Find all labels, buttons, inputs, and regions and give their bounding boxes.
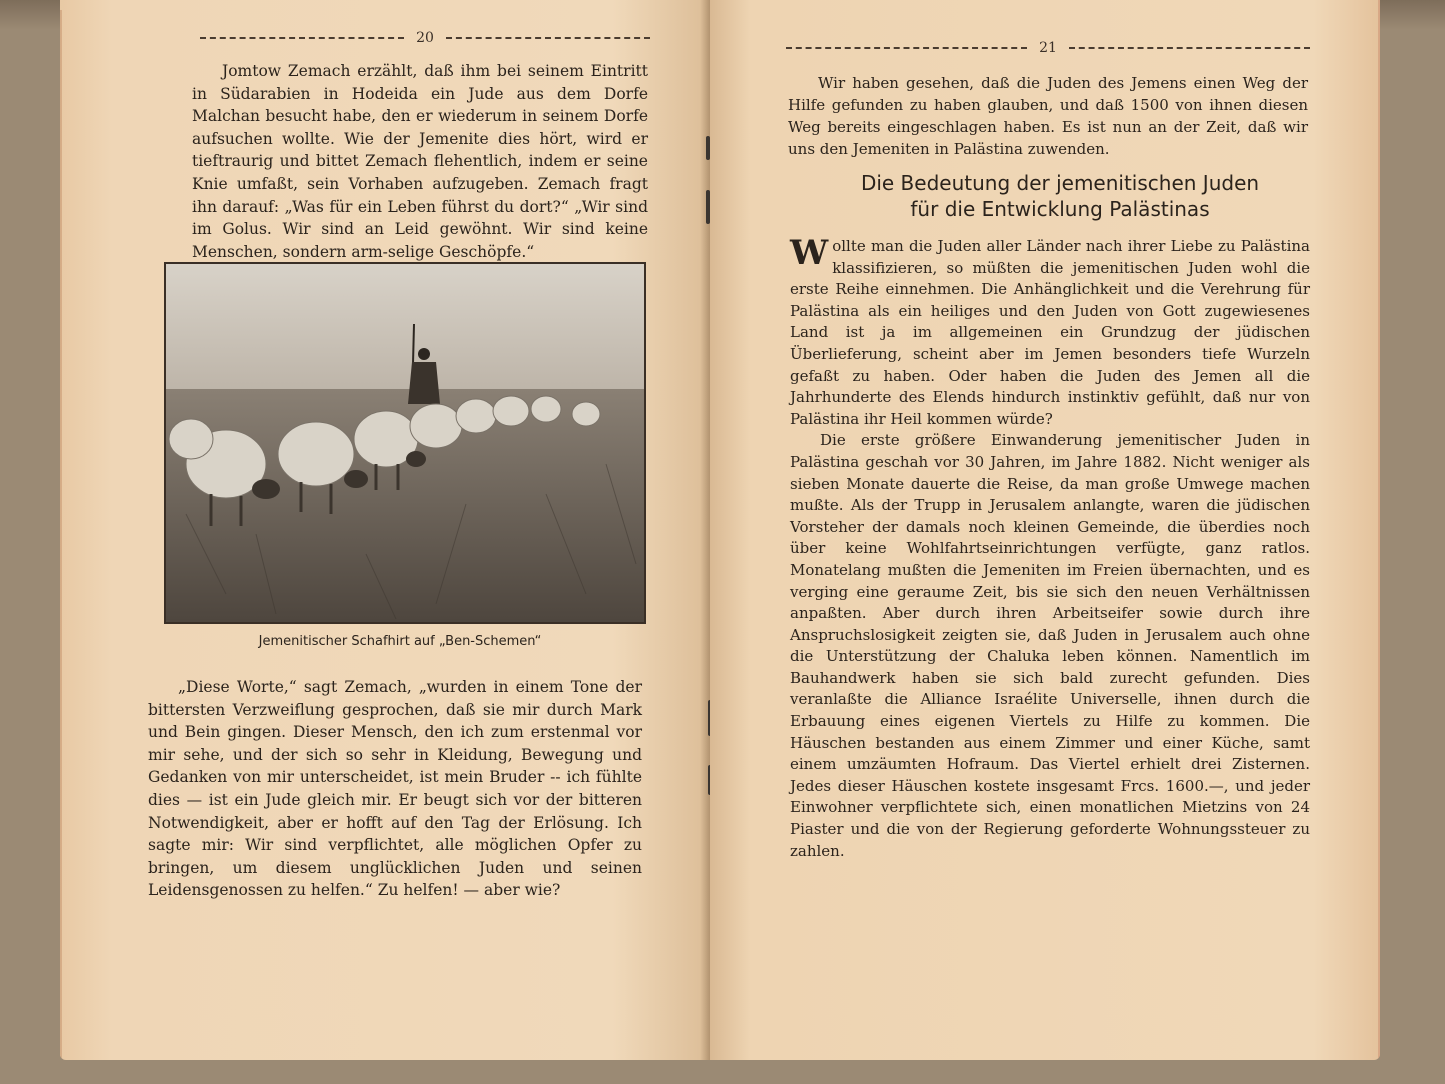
right-page-edge	[1378, 0, 1380, 1060]
left-page	[60, 0, 710, 1060]
chapter-heading-line-1: Die Bedeutung der jemenitischen Juden	[860, 171, 1260, 195]
chapter-heading	[810, 170, 1310, 222]
shepherd-with-sheep-image	[166, 264, 644, 622]
paragraph-2: Die erste größere Einwanderung jemenitischer Juden in Palästina geschah vor 30 Jahren, im Jahre 1882. Nicht weniger als sieben Monate dauerte die Reise, da man große Umwege machen mußte. Als der Trupp in Jerusalem anlangte, waren die jüdischen Vorsteher der damals noch kleinen Gemeinde, die überdies noch über keine Wohlfahrtseinrichtungen verfügte, ganz ratlos. Monatelang mußten die Jemeniten im Freien übernachten, und es verging eine geraume Zeit, bis sie sich den neuen Verhältnissen anpaßten. Aber durch ihren Arbeitseifer sowie durch ihre Anspruchslosigkeit zeigten sie, daß Juden in Jerusalem auch ohne die Unterstützung der Chaluka leben können. Namentlich im Bauhandwerk haben sie sich bald zurecht gefunden. Dies veranlaßte die Alliance Israélite Universelle, ihnen durch die Erbauung eines eigenen Viertels zu Hilfe zu kommen. Die Häuschen bestanden aus einem Zimmer und einer Küche, samt einem umzäumten Hofraum. Das Viertel erhielt drei Zisternen. Jedes dieser Häuschen kostete insgesamt Frcs. 1600.—, und jeder Einwohner verpflichtete sich, einen monatlichen Mietzins von 24 Piaster und die von der Regierung geforderte Wohnungssteuer zu zahlen.	[790, 431, 1310, 860]
chapter-heading-line-2: für die Entwicklung Palästinas	[910, 197, 1210, 221]
right-intro-paragraph	[788, 72, 1308, 160]
paragraph-text: „Diese Worte,“ sagt Zemach, „wurden in einem Tone der bittersten Verzweiflung gesprochen, daß sie mir durch Mark und Bein gingen. Dieser Mensch, den ich zum erstenmal vor mir sehe, und der sich so sehr in Kleidung, Bewegung und Gedanken von mir unterscheidet, ist mein Bruder -- ich fühlte dies — ist ein Jude gleich mir. Er beugt sich vor der bitteren Notwendigkeit, aber er hofft auf den Tag der Erlösung. Ich sagte mir: Wir sind verpflichtet, alle möglichen Opfer zu bringen, um diesem unglücklichen Juden und seinen Leidensgenossen zu helfen.“ Zu helfen! — aber wie?	[148, 678, 642, 900]
right-body-text	[790, 233, 1310, 862]
paragraph-text: Wir haben gesehen, daß die Juden des Jemens einen Weg der Hilfe gefunden zu haben glauben, und daß 1500 von ihnen diesen Weg bereits eingeschlagen haben. Es ist nun an der Zeit, daß wir uns den Jemeniten in Palästina zuwenden.	[788, 74, 1308, 158]
paragraph-text: Jomtow Zemach erzählt, daß ihm bei seinem Eintritt in Südarabien in Hodeida ein Jude aus dem Dorfe Malchan besucht habe, den er wiederum in seinem Dorfe aufsuchen wollte. Wie der Jemenite dies hört, wird er tieftraurig und bittet Zemach flehentlich, indem er seine Knie umfaßt, sein Vorhaben aufzugeben. Zemach fragt ihn darauf: „Was für ein Leben führst du dort?“ „Wir sind im Golus. Wir sind an Leid gewöhnt. Wir sind keine Menschen, sondern arm-selige Geschöpfe.“	[192, 62, 648, 261]
left-page-header	[200, 28, 650, 48]
header-rule	[446, 37, 650, 39]
paragraph-text: ollte man die Juden aller Länder nach ihrer Liebe zu Palästina klassifizieren, so müßten die jemenitischen Juden wohl die erste Reihe einnehmen. Die Anhänglichkeit und die Verehrung für Palästina als ein heiliges und den Juden von Gott zugewiesenes Land ist ja im allgemeinen ein Grundzug der jüdischen Überlieferung, scheint aber im Jemen besonders tiefe Wurzeln gefaßt zu haben. Oder haben die Juden des Jemen all die Jahrhunderte des Elends hindurch instinktiv gefühlt, daß nur von Palästina ihr Heil kommen würde?	[790, 237, 1310, 428]
open-booklet	[60, 0, 1380, 1084]
left-page-number: 20	[416, 30, 434, 46]
shepherd-photo	[164, 262, 646, 624]
right-page-number: 21	[1039, 40, 1057, 56]
header-rule	[200, 37, 404, 39]
left-bottom-paragraph	[148, 676, 642, 902]
photo-caption: Jemenitischer Schafhirt auf „Ben-Schemen“	[258, 634, 542, 649]
right-page-header	[786, 38, 1310, 58]
paragraph-1	[790, 233, 1310, 430]
left-top-paragraph	[192, 60, 648, 263]
header-rule	[1069, 47, 1310, 49]
left-page-edge	[60, 10, 62, 1060]
header-rule	[786, 47, 1027, 49]
drop-cap: W	[790, 233, 829, 273]
